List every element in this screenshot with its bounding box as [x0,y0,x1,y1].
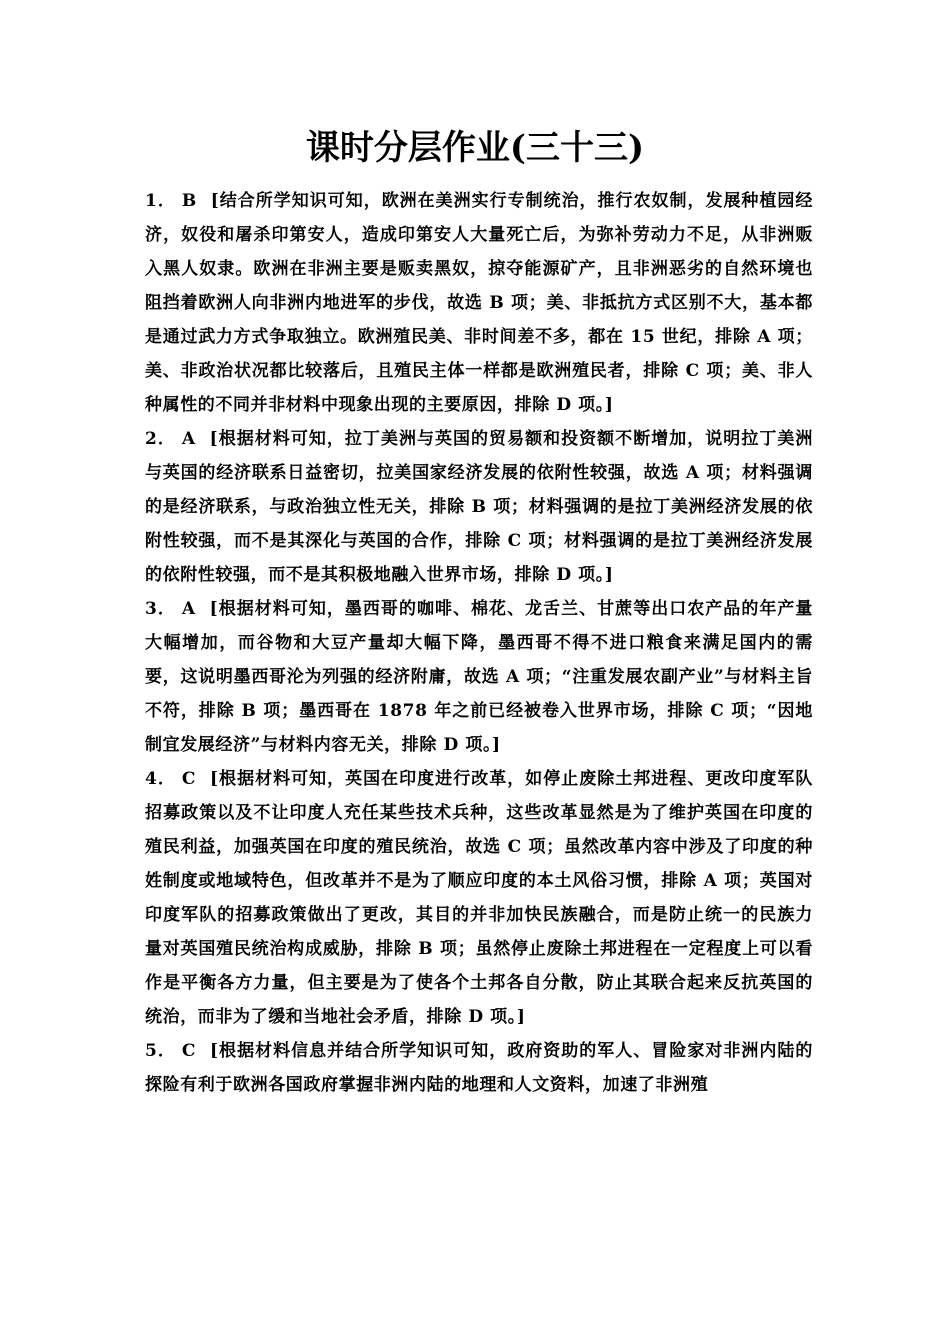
answer-number: 5． [145,1041,176,1061]
answer-number: 2． [145,429,176,449]
answer-explanation: [结合所学知识可知，欧洲在美洲实行专制统治，推行农奴制，发展种植园经济，奴役和屠杀印第安人，造成印第安人大量死亡后，为弥补劳动力不足，从非洲贩入黑人奴隶。欧洲在非洲主要是贩卖黑奴，掠夺能源矿产，且非洲恶劣的自然环境也阻挡着欧洲人向非洲内地进军的步伐，故选 B 项；美、非抵抗方式区别不大，基本都是通过武力方式争取独立。欧洲殖民美、非时间差不多，都在 15 世纪，排除 A 项；美、非政治状况都比较落后，且殖民主体一样都是欧洲殖民者，排除 C 项；美、非人种属性的不同并非材料中现象出现的主要原因，排除 D 项。] [145,191,813,415]
answer-choice: C [181,769,196,789]
answer-number: 4． [145,769,176,789]
answer-choice: C [181,1041,196,1061]
answer-number: 3． [145,599,176,619]
answer-item-5 [145,1034,813,1102]
page-title: 课时分层作业(三十三) [305,128,645,168]
answer-list [145,184,813,1102]
answer-item-2 [145,422,813,592]
answer-explanation: [根据材料可知，墨西哥的咖啡、棉花、龙舌兰、甘蔗等出口农产品的年产量大幅增加，而谷物和大豆产量却大幅下降，墨西哥不得不进口粮食来满足国内的需要，这说明墨西哥沦为列强的经济附庸，故选 A 项；“注重发展农副产业”与材料主旨不符，排除 B 项；墨西哥在 1878 年之前已经被卷入世界市场，排除 C 项；“因地制宜发展经济”与材料内容无关，排除 D 项。] [145,599,813,755]
answer-item-4 [145,762,813,1034]
answer-number: 1． [145,191,176,211]
answer-explanation: [根据材料信息并结合所学知识可知，政府资助的军人、冒险家对非洲内陆的探险有利于欧洲各国政府掌握非洲内陆的地理和人文资料，加速了非洲殖 [145,1041,813,1095]
answer-choice: B [181,191,197,211]
answer-item-3 [145,592,813,762]
answer-choice: A [181,429,196,449]
answer-explanation: [根据材料可知，拉丁美洲与英国的贸易额和投资额不断增加，说明拉丁美洲与英国的经济联系日益密切，拉美国家经济发展的依附性较强，故选 A 项；材料强调的是经济联系，与政治独立性无关，排除 B 项；材料强调的是拉丁美洲经济发展的依附性较强，而不是其深化与英国的合作，排除 C 项；材料强调的是拉丁美洲经济发展的依附性较强，而不是其积极地融入世界市场，排除 D 项。] [145,429,813,585]
answer-choice: A [181,599,196,619]
answer-item-1 [145,184,813,422]
answer-explanation: [根据材料可知，英国在印度进行改革，如停止废除土邦进程、更改印度军队招募政策以及不让印度人充任某些技术兵种，这些改革显然是为了维护英国在印度的殖民利益，加强英国在印度的殖民统治，故选 C 项；虽然改革内容中涉及了印度的种姓制度或地域特色，但改革并不是为了顺应印度的本土风俗习惯，排除 A 项；英国对印度军队的招募政策做出了更改，其目的并非加快民族融合，而是防止统一的民族力量对英国殖民统治构成威胁，排除 B 项；虽然停止废除土邦进程在一定程度上可以看作是平衡各方力量，但主要是为了使各个土邦各自分散，防止其联合起来反抗英国的统治，而非为了缓和当地社会矛盾，排除 D 项。] [145,769,813,1027]
